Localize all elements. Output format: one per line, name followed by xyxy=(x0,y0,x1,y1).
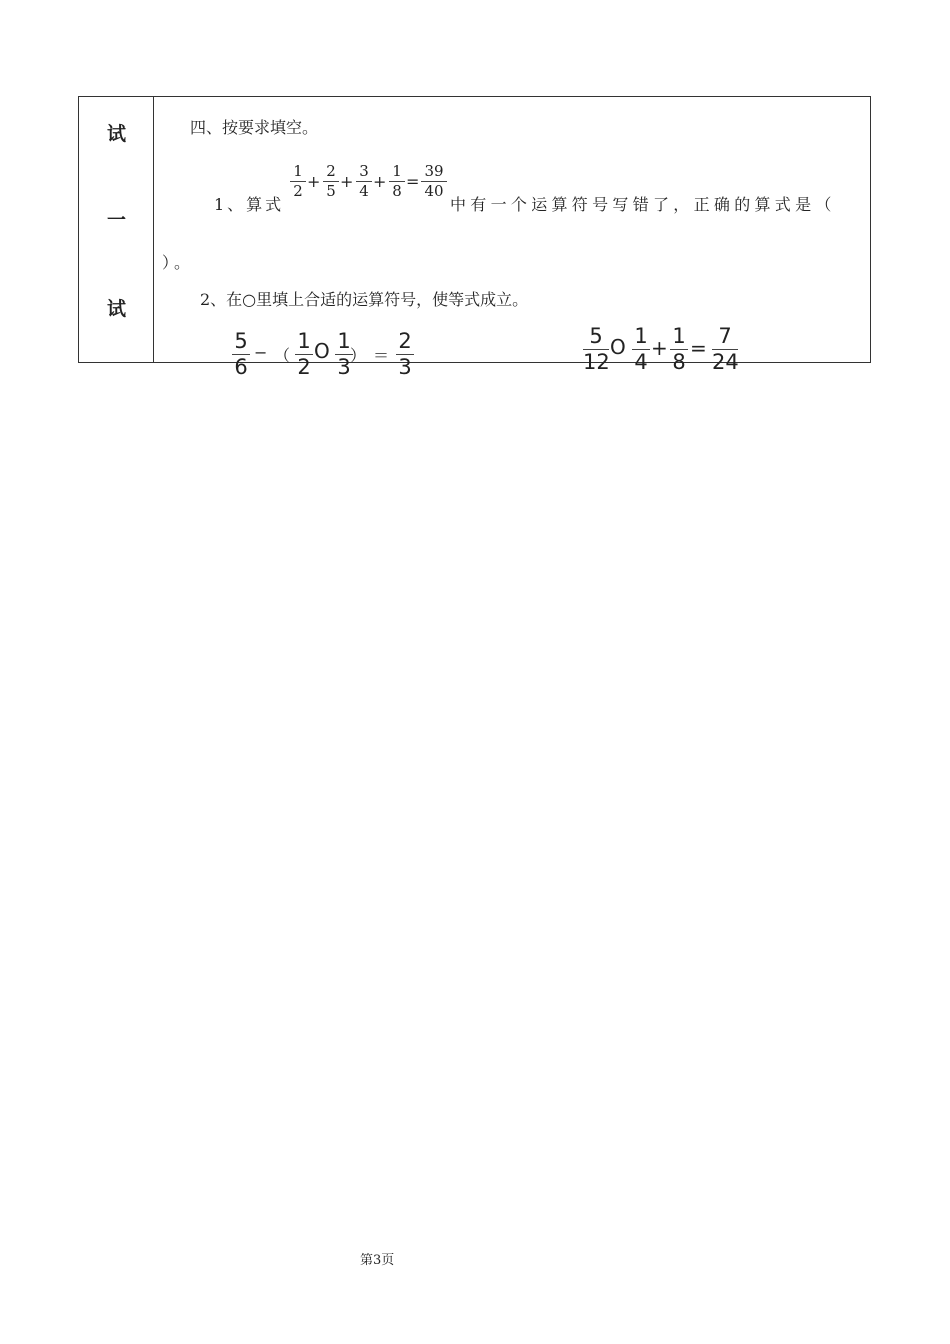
q1-fraction xyxy=(421,164,447,199)
numerator: 1 xyxy=(337,329,351,353)
q1-suffix: 中有一个运算符号写错了，正确的算式是（ xyxy=(450,195,836,214)
eq1-fraction xyxy=(396,331,414,378)
eq1-equals: ＝ xyxy=(373,346,390,365)
numerator: 1 xyxy=(672,324,686,348)
numerator: 3 xyxy=(359,162,369,180)
eq1-minus: − xyxy=(254,343,268,362)
eq1-right-paren: ） xyxy=(350,346,367,365)
numerator: 1 xyxy=(293,162,303,180)
numerator: 1 xyxy=(297,329,311,353)
q1-fraction xyxy=(323,164,339,199)
eq1-fraction xyxy=(295,331,313,378)
side-label-char: 试 xyxy=(106,298,126,320)
denominator: 12 xyxy=(583,350,610,374)
q2-prompt: 2、在○里填上合适的运算符号，使等式成立。 xyxy=(200,290,529,309)
denominator: 3 xyxy=(398,355,412,379)
denominator: 8 xyxy=(672,350,686,374)
q1-fraction xyxy=(356,164,372,199)
side-label-char: 一 xyxy=(106,209,126,231)
eq1-fraction xyxy=(232,331,250,378)
page-number: 第3页 xyxy=(360,1253,395,1268)
denominator: 3 xyxy=(337,355,351,379)
q1-fraction xyxy=(290,164,306,199)
eq2-fraction xyxy=(632,326,650,373)
numerator: 1 xyxy=(392,162,402,180)
denominator: 2 xyxy=(293,182,303,200)
numerator: 5 xyxy=(234,329,248,353)
numerator: 2 xyxy=(398,329,412,353)
denominator: 40 xyxy=(424,182,444,200)
eq2-fraction xyxy=(583,326,609,373)
numerator: 5 xyxy=(589,324,603,348)
q1-operator: = xyxy=(406,172,420,191)
eq2-fraction xyxy=(712,326,738,373)
q1-fraction xyxy=(389,164,405,199)
numerator: 7 xyxy=(718,324,732,348)
side-label-column xyxy=(79,97,154,362)
section-title: 四、按要求填空。 xyxy=(190,118,319,137)
q1-operator: + xyxy=(340,172,354,191)
denominator: 2 xyxy=(297,355,311,379)
numerator: 2 xyxy=(326,162,336,180)
eq2-equals: = xyxy=(690,336,707,360)
denominator: 5 xyxy=(326,182,336,200)
eq2-fraction xyxy=(670,326,688,373)
denominator: 24 xyxy=(712,350,739,374)
q1-prefix: 1、算式 xyxy=(214,195,285,214)
eq2-operator-blank[interactable]: O xyxy=(610,335,626,359)
denominator: 4 xyxy=(634,350,648,374)
denominator: 8 xyxy=(392,182,402,200)
q1-operator: + xyxy=(373,172,387,191)
eq1-left-paren: （ xyxy=(274,346,291,365)
eq1-operator-blank[interactable]: O xyxy=(314,339,330,363)
q1-answer-close: ）。 xyxy=(162,253,195,272)
eq2-plus: + xyxy=(651,336,668,360)
q1-operator: + xyxy=(307,172,321,191)
denominator: 6 xyxy=(234,355,248,379)
denominator: 4 xyxy=(359,182,369,200)
side-label-char: 试 xyxy=(106,123,126,145)
numerator: 39 xyxy=(424,162,444,180)
numerator: 1 xyxy=(634,324,648,348)
